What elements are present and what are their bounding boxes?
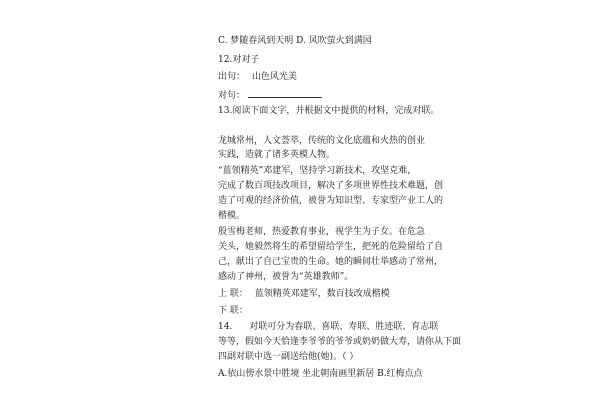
q12-title: 12.对对子: [218, 55, 260, 65]
q13-para2-line1: “蓝领精英”邓建军，坚持学习新技术，攻坚克难，: [218, 166, 417, 176]
q12-answer-row: [218, 89, 322, 102]
given-label: 出句：: [218, 72, 246, 82]
q13-para2-line3: 造了可观的经济价值，被誉为知识型、专家型产业工人的: [218, 196, 444, 206]
q14-option-a: A.依山傍水景中胜境 坐北朝南画里新居 B.红梅点点: [218, 369, 423, 379]
answer-label: 对句：: [218, 91, 246, 101]
q12-given-row: [218, 72, 297, 83]
q13-para3-line3: 己，献出了自己宝贵的生命。她的瞬间壮举感动了常州，: [218, 257, 444, 267]
q13-para2-line2: 完成了数百项技改项目，解决了多项世界性技术难题，创: [218, 181, 444, 191]
upper-couplet-row: [218, 289, 390, 300]
q14-text-1: 对联可分为春联、喜联、寿联、胜迹联、育志联: [249, 322, 439, 332]
answer-blank[interactable]: [248, 89, 322, 98]
given-text: 山色风光美: [251, 72, 297, 82]
upper-couplet-text: 蓝领精英邓建军，数百技改成楷模: [254, 289, 390, 299]
q13-para1-line2: 实践，造就了诸多英模人物。: [218, 150, 336, 160]
lower-couplet-label: 下 联：: [218, 306, 248, 316]
q14-number: 14.: [218, 322, 233, 332]
q14-line1: [218, 322, 438, 333]
q13-para1-line1: 龙城常州，人文荟萃，传统的文化底蕴和火热的创业: [218, 136, 426, 146]
q13-para2-line4: 楷模。: [218, 211, 246, 221]
q13-para3-line1: 殷雪梅老师，热爱教育事业，视学生为子女。在危急: [218, 227, 426, 237]
q14-line3: 四副对联中选一副送给他(她)。（ ）: [218, 352, 359, 362]
upper-couplet-label: 上 联：: [218, 289, 248, 299]
q13-para3-line2: 关头，她毅然将生的希望留给学生，把死的危险留给了自: [218, 242, 444, 252]
q13-para3-line4: 感动了神州，被誉为“英雄教师”。: [218, 272, 354, 282]
q13-title: 13.阅读下面文字，并根据文中提供的材料，完成对联。: [218, 106, 440, 116]
q14-line2: 等等，假如今天恰逢李爷爷的爷爷或奶奶做大寿，请你从下面: [218, 337, 462, 347]
option-line-c-d: C. 梦随春风到天明 D. 风吹萤火到满园: [218, 36, 372, 46]
lower-couplet-row: [218, 306, 248, 317]
